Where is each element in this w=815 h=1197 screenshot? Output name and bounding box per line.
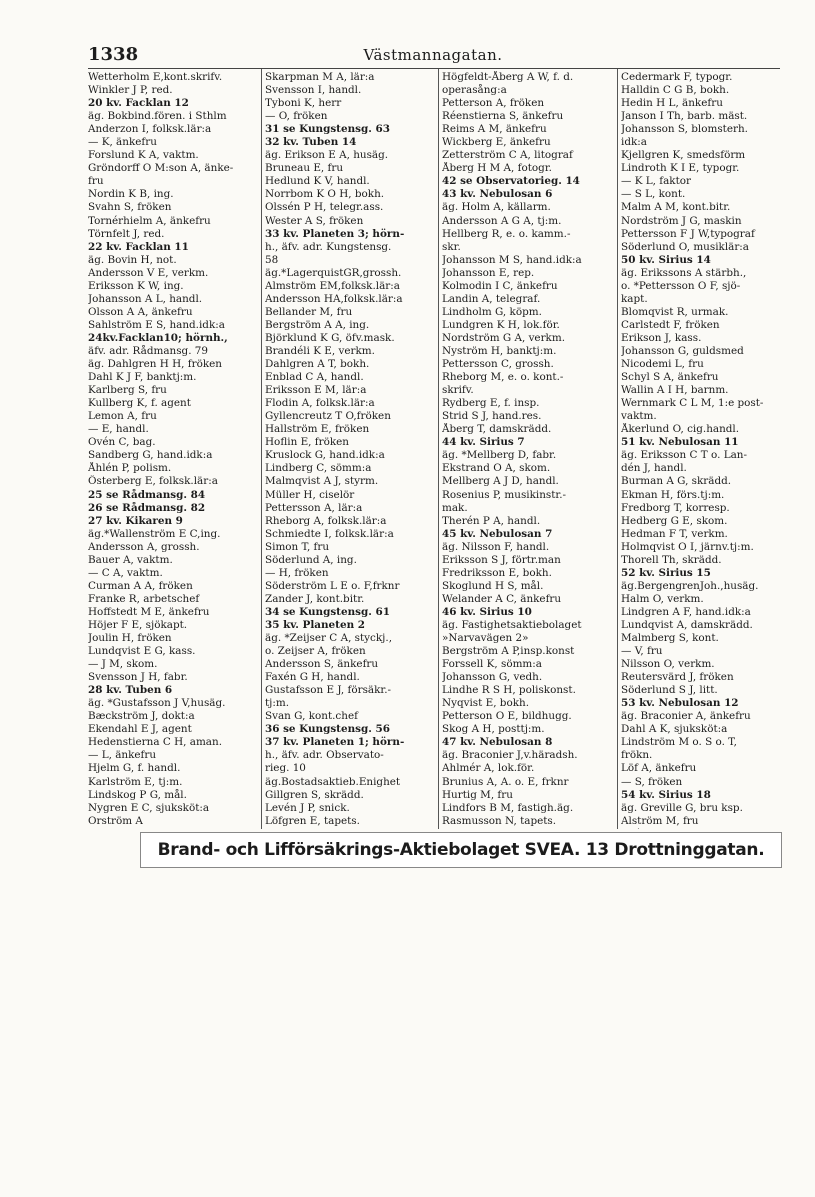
- directory-entry: 46 kv. Sirius 10: [442, 605, 532, 618]
- directory-entry: 25 se Rådmansg. 84: [88, 488, 206, 501]
- directory-entry: Eriksson K W, ing.: [88, 279, 184, 292]
- directory-entry: Nordström G A, verkm.: [442, 331, 566, 344]
- directory-entry: Gillgren S, skrädd.: [265, 788, 364, 801]
- directory-entry: äg. Nilsson F, handl.: [442, 540, 550, 553]
- directory-entry: Johansson G, guldsmed: [621, 344, 744, 357]
- directory-entry: Skarpman M A, lär:a: [265, 71, 375, 83]
- directory-entry: Kruslock G, hand.idk:a: [265, 449, 385, 462]
- directory-entry: Olssén P H, telegr.ass.: [265, 201, 384, 214]
- directory-entry: Burman A G, skrädd.: [621, 475, 732, 488]
- directory-entry: — H, fröken: [265, 566, 329, 579]
- directory-entry: o. Zeijser A, fröken: [265, 645, 366, 658]
- directory-entry: Orström A: [88, 814, 143, 827]
- directory-entry: Norrbom K O H, bokh.: [265, 188, 385, 201]
- directory-column-1: [88, 71, 258, 829]
- directory-entry: 51 kv. Nebulosan 11: [621, 436, 739, 449]
- directory-entry: h., äfv. adr. Kungstensg.: [265, 240, 392, 253]
- directory-entry: Kjellgren K, smedsförm: [621, 149, 746, 162]
- directory-entry: Wickberg E, änkefru: [442, 136, 551, 149]
- directory-entry: Nilsson O, verkm.: [621, 658, 715, 671]
- directory-entry: frökn.: [621, 749, 653, 762]
- directory-entry: Wester A S, fröken: [265, 214, 364, 227]
- directory-entry: 36 se Kungstensg. 56: [265, 723, 390, 736]
- directory-entry: Skog A H, posttj:m.: [442, 723, 545, 736]
- directory-entry: Halldin C G B, bokh.: [621, 84, 730, 97]
- directory-entry: Lundgren K H, lok.för.: [442, 318, 560, 331]
- directory-entry: 47 kv. Nebulosan 8: [442, 736, 553, 749]
- directory-entry: Wernmark C L M, 1:e post-: [621, 397, 764, 410]
- directory-entry: Johansson S, blomsterh.: [621, 123, 748, 136]
- column-divider: [617, 69, 618, 829]
- directory-entry: »Narvavägen 2»: [442, 632, 529, 645]
- directory-entry: Wallin A I H, barnm.: [621, 384, 729, 397]
- directory-entry: Österberg E, folksk.lär:a: [88, 475, 218, 488]
- directory-entry: — L, änkefru: [88, 749, 157, 762]
- directory-entry: Petterson O E, bildhugg.: [442, 710, 572, 723]
- directory-entry: Thorell Th, skrädd.: [621, 553, 722, 566]
- directory-entry: Björklund K G, öfv.mask.: [265, 331, 395, 344]
- directory-entry: — O, fröken: [265, 110, 328, 123]
- directory-entry: 43 kv. Nebulosan 6: [442, 188, 553, 201]
- directory-entry: Johansson A L, handl.: [88, 292, 203, 305]
- directory-entry: äg. Eriksson C T o. Lan-: [621, 449, 748, 462]
- directory-entry: Pettersson C, grossh.: [442, 358, 554, 371]
- directory-entry: operasång:a: [442, 84, 507, 97]
- directory-entry: Simon T, fru: [265, 540, 330, 553]
- directory-entry: Winkler J P, red.: [88, 84, 173, 97]
- directory-entry: Bruneau E, fru: [265, 162, 344, 175]
- directory-column-4: [621, 71, 780, 829]
- directory-entry: Holmqvist O I, järnv.tj:m.: [621, 540, 754, 553]
- directory-entry: äg. Holm A, källarm.: [442, 201, 551, 214]
- directory-entry: Lindholm G, köpm.: [442, 305, 542, 318]
- directory-entry: Löf A, änkefru: [621, 762, 697, 775]
- directory-entry: [88, 828, 258, 829]
- directory-entry: 34 se Kungstensg. 61: [265, 605, 390, 618]
- directory-entry: idk:a: [621, 136, 647, 149]
- directory-entry: Malm A M, kont.bitr.: [621, 201, 731, 214]
- directory-entry: Réenstierna S, änkefru: [442, 110, 564, 123]
- directory-entry: Lindfors B M, fastigh.äg.: [442, 801, 574, 814]
- directory-entry: äg. *Mellberg D, fabr.: [442, 449, 557, 462]
- directory-entry: Karlberg S, fru: [88, 384, 167, 397]
- directory-entry: 54 kv. Sirius 18: [621, 788, 711, 801]
- directory-entry: Bergström A P,insp.konst: [442, 645, 575, 658]
- directory-entry: äg. Erikson E A, husäg.: [265, 149, 389, 162]
- directory-entry: Forslund K A, vaktm.: [88, 149, 199, 162]
- directory-entry: Ahlmér A, lok.för.: [442, 762, 535, 775]
- directory-entry: Lindhe R S H, poliskonst.: [442, 684, 576, 697]
- directory-entry: 58: [265, 253, 279, 266]
- directory-entry: — E, handl.: [88, 423, 149, 436]
- directory-entry: Hoflin E, fröken: [265, 436, 349, 449]
- directory-entry: Bergström A A, ing.: [265, 318, 370, 331]
- directory-entry: Lindström M o. S o. T,: [621, 736, 737, 749]
- directory-entry: Hallström E, fröken: [265, 423, 370, 436]
- directory-entry: Strid S J, hand.res.: [442, 410, 542, 423]
- directory-entry: Reims A M, änkefru: [442, 123, 547, 136]
- directory-column-3: [442, 71, 614, 829]
- directory-entry: Söderlund O, musiklär:a: [621, 240, 749, 253]
- directory-entry: äg. Braconier J,v.häradsh.: [442, 749, 578, 762]
- directory-entry: Landin A, telegraf.: [442, 292, 541, 305]
- directory-entry: Ekendahl E J, agent: [88, 723, 192, 736]
- directory-entry: Karlström E, tj:m.: [88, 775, 183, 788]
- directory-entry: — J M, skom.: [88, 658, 158, 671]
- directory-entry: Svensson J H, fabr.: [88, 671, 188, 684]
- directory-entry: äg. Braconier A, änkefru: [621, 710, 751, 723]
- directory-entry: 53 kv. Nebulosan 12: [621, 697, 739, 710]
- directory-entry: 31 se Kungstensg. 63: [265, 123, 390, 136]
- directory-entry: Halm O, verkm.: [621, 592, 704, 605]
- directory-entry: Löfgren E, tapets.: [265, 814, 360, 827]
- directory-entry: Svensson I, handl.: [265, 84, 362, 97]
- directory-entry: Joulin H, fröken: [88, 632, 172, 645]
- directory-entry: dén J, handl.: [621, 462, 687, 475]
- directory-entry: Lemon A, fru: [88, 410, 157, 423]
- directory-entry: Carlstedt F, fröken: [621, 318, 720, 331]
- directory-entry: — S, fröken: [621, 775, 683, 788]
- directory-entry: skrifv.: [442, 384, 474, 397]
- directory-entry: 32 kv. Tuben 14: [265, 136, 357, 149]
- directory-entry: Malmberg S, kont.: [621, 632, 719, 645]
- directory-column-2: [265, 71, 435, 829]
- directory-entry: Forssell K, sömm:a: [442, 658, 542, 671]
- directory-entry: Franke R, arbetschef: [88, 592, 200, 605]
- directory-entry: Andersson HA,folksk.lär:a: [265, 292, 403, 305]
- directory-entry: Olsson A A, änkefru: [88, 305, 193, 318]
- directory-entry: 37 kv. Planeten 1; hörn-: [265, 736, 405, 749]
- directory-entry: Bæckström J, dokt:a: [88, 710, 195, 723]
- directory-entry: vaktm.: [621, 410, 657, 423]
- directory-entry: Johansson G, vedh.: [442, 671, 543, 684]
- directory-entry: Söderlund S J, litt.: [621, 684, 718, 697]
- directory-entry: Kullberg K, f. agent: [88, 397, 191, 410]
- directory-entry: äg. Greville G, bru ksp.: [621, 801, 743, 814]
- directory-entry: äg. Fastighetsaktiebolaget: [442, 618, 582, 631]
- directory-entry: Åberg T, damskrädd.: [442, 423, 552, 436]
- directory-entry: Nygren E C, sjuksköt:a: [88, 801, 210, 814]
- directory-entry: Nordin K B, ing.: [88, 188, 174, 201]
- directory-entry: 33 kv. Planeten 3; hörn-: [265, 227, 405, 240]
- directory-entry: Hedin H L, änkefru: [621, 97, 723, 110]
- directory-entry: Levén J P, snick.: [265, 801, 350, 814]
- directory-entry: Hurtig M, fru: [442, 788, 513, 801]
- directory-entry: Andersson V E, verkm.: [88, 266, 209, 279]
- directory-entry: Therén P A, handl.: [442, 514, 541, 527]
- directory-entry: Rheborg M, e. o. kont.-: [442, 371, 564, 384]
- directory-entry: Tornérhielm A, änkefru: [88, 214, 211, 227]
- directory-entry: Svahn S, fröken: [88, 201, 172, 214]
- directory-entry: 24kv.Facklan10; hörnh.,: [88, 331, 228, 344]
- directory-entry: Ekstrand O A, skom.: [442, 462, 551, 475]
- directory-entry: Reutersvärd J, fröken: [621, 671, 734, 684]
- directory-entry: Söderström L E o. F,frknr: [265, 579, 400, 592]
- directory-entry: Törnfelt J, red.: [88, 227, 165, 240]
- advertisement-banner: Brand- och Lifförsäkrings-Aktiebolaget SVEA. 13 Drottninggatan.: [140, 832, 782, 868]
- directory-entry: 45 kv. Nebulosan 7: [442, 527, 553, 540]
- directory-entry: h., äfv. adr. Observato-: [265, 749, 384, 762]
- directory-entry: Pettersson A, lär:a: [265, 501, 363, 514]
- directory-entry: Hjelm G, f. handl.: [88, 762, 181, 775]
- directory-entry: Zetterström C A, litograf: [442, 149, 573, 162]
- page-number: 1338: [88, 44, 139, 65]
- directory-entry: Hedberg G E, skom.: [621, 514, 728, 527]
- directory-entry: äg. *Zeijser C A, styckj.,: [265, 632, 392, 645]
- directory-entry: [621, 828, 780, 829]
- directory-entry: 44 kv. Sirius 7: [442, 436, 525, 449]
- page-title: Västmannagatan.: [363, 46, 503, 64]
- directory-entry: Eriksson E M, lär:a: [265, 384, 367, 397]
- directory-entry: Rosenius P, musikinstr.-: [442, 488, 567, 501]
- directory-entry: Pettersson F J W,typograf: [621, 227, 755, 240]
- directory-entry: Schmiedte I, folksk.lär:a: [265, 527, 394, 540]
- directory-entry: 22 kv. Facklan 11: [88, 240, 189, 253]
- directory-entry: Åhlén P, polism.: [88, 462, 172, 475]
- directory-entry: Skoglund H S, mål.: [442, 579, 544, 592]
- directory-entry: Dahl K J F, banktj:m.: [88, 371, 197, 384]
- directory-entry: Gröndorff O M:son A, änke-: [88, 162, 234, 175]
- directory-entry: Fredriksson E, bokh.: [442, 566, 552, 579]
- directory-entry: Kolmodin I C, änkefru: [442, 279, 558, 292]
- directory-entry: — C A, vaktm.: [88, 566, 163, 579]
- directory-entry: Alström M, fru: [621, 814, 699, 827]
- directory-entry: Blomqvist R, urmak.: [621, 305, 729, 318]
- directory-entry: 42 se Observatorieg. 14: [442, 175, 580, 188]
- directory-entry: Andersson A, grossh.: [88, 540, 200, 553]
- directory-entry: Åkerlund O, cig.handl.: [621, 423, 740, 436]
- directory-entry: Brunius A, A. o. E, frknr: [442, 775, 569, 788]
- directory-entry: Hedlund K V, handl.: [265, 175, 370, 188]
- directory-entry: skr.: [442, 240, 461, 253]
- directory-entry: Bellander M, fru: [265, 305, 353, 318]
- directory-entry: Zander J, kont.bitr.: [265, 592, 365, 605]
- directory-entry: kapt.: [621, 292, 648, 305]
- directory-columns: [88, 68, 780, 829]
- directory-entry: Johansson M S, hand.idk:a: [442, 253, 582, 266]
- directory-entry: Ovén C, bag.: [88, 436, 156, 449]
- directory-entry: 28 kv. Tuben 6: [88, 684, 173, 697]
- directory-entry: Janson I Th, barb. mäst.: [621, 110, 748, 123]
- directory-entry: 35 kv. Planeten 2: [265, 618, 365, 631]
- directory-entry: rieg. 10: [265, 762, 306, 775]
- directory-entry: äg.BergengrenJoh.,husäg.: [621, 579, 759, 592]
- directory-entry: Ekman H, förs.tj:m.: [621, 488, 725, 501]
- directory-entry: äg.*Wallenström E C,ing.: [88, 527, 221, 540]
- directory-entry: Söderlund A, ing.: [265, 553, 357, 566]
- directory-entry: Eriksson S J, förtr.man: [442, 553, 561, 566]
- directory-entry: Lindgren A F, hand.idk:a: [621, 605, 751, 618]
- directory-entry: Dahl A K, sjuksköt:a: [621, 723, 728, 736]
- directory-entry: Sahlström E S, hand.idk:a: [88, 318, 225, 331]
- directory-entry: Enblad C A, handl.: [265, 371, 364, 384]
- directory-entry: Johansson E, rep.: [442, 266, 535, 279]
- directory-entry: Lindroth K I E, typogr.: [621, 162, 740, 175]
- directory-entry: Malmqvist A J, styrm.: [265, 475, 379, 488]
- directory-entry: Almström EM,folksk.lär:a: [265, 279, 400, 292]
- directory-entry: mak.: [442, 501, 468, 514]
- directory-entry: 52 kv. Sirius 15: [621, 566, 711, 579]
- directory-entry: Lundqvist E G, kass.: [88, 645, 196, 658]
- directory-entry: Fredborg T, korresp.: [621, 501, 730, 514]
- directory-entry: Höjer F E, sjökapt.: [88, 618, 188, 631]
- directory-entry: — K, änkefru: [88, 136, 157, 149]
- directory-entry: Hoffstedt M E, änkefru: [88, 605, 210, 618]
- directory-entry: fru: [88, 175, 104, 188]
- directory-entry: — K L, faktor: [621, 175, 691, 188]
- directory-entry: äg.Bostadsaktieb.Enighet: [265, 775, 401, 788]
- directory-entry: Gustafsson E J, försäkr.-: [265, 684, 392, 697]
- directory-entry: Andersson A G A, tj:m.: [442, 214, 562, 227]
- directory-entry: Gyllencreutz T O,fröken: [265, 410, 391, 423]
- directory-entry: Rasmusson N, tapets.: [442, 814, 557, 827]
- directory-entry: Tyboni K, herr: [265, 97, 342, 110]
- directory-entry: Bauer A, vaktm.: [88, 553, 173, 566]
- directory-entry: Lindberg C, sömm:a: [265, 462, 372, 475]
- directory-entry: Nyqvist E, bokh.: [442, 697, 530, 710]
- directory-entry: Lundqvist A, damskrädd.: [621, 618, 753, 631]
- directory-entry: Faxén G H, handl.: [265, 671, 360, 684]
- directory-entry: Åberg H M A, fotogr.: [442, 162, 552, 175]
- directory-entry: äg. Dahlgren H H, fröken: [88, 358, 222, 371]
- directory-entry: Petterson A, fröken: [442, 97, 545, 110]
- directory-entry: äg. Bokbind.fören. i Sthlm: [88, 110, 227, 123]
- directory-entry: Dahlgren A T, bokh.: [265, 358, 370, 371]
- directory-entry: Brandéli K E, verkm.: [265, 344, 375, 357]
- directory-entry: Hedenstierna C H, aman.: [88, 736, 222, 749]
- directory-entry: Hellberg R, e. o. kamm.-: [442, 227, 571, 240]
- directory-entry: Nyström H, banktj:m.: [442, 344, 557, 357]
- directory-entry: Schyl S A, änkefru: [621, 371, 719, 384]
- directory-entry: tj:m.: [265, 697, 290, 710]
- column-divider: [261, 69, 262, 829]
- directory-entry: 20 kv. Facklan 12: [88, 97, 189, 110]
- directory-entry: äg. Bovin H, not.: [88, 253, 177, 266]
- directory-entry: Andersson S, änkefru: [265, 658, 379, 671]
- directory-entry: äg.*LagerquistGR,grossh.: [265, 266, 402, 279]
- directory-entry: o. *Pettersson O F, sjö-: [621, 279, 741, 292]
- directory-entry: Sandberg G, hand.idk:a: [88, 449, 213, 462]
- directory-entry: Lindskog P G, mål.: [88, 788, 187, 801]
- page-header: [88, 44, 778, 66]
- directory-entry: Nordström J G, maskin: [621, 214, 742, 227]
- directory-entry: Rheborg A, folksk.lär:a: [265, 514, 387, 527]
- directory-entry: — S L, kont.: [621, 188, 686, 201]
- directory-entry: 26 se Rådmansg. 82: [88, 501, 206, 514]
- directory-entry: [442, 828, 614, 829]
- directory-entry: Welander A C, änkefru: [442, 592, 562, 605]
- directory-entry: [265, 828, 435, 829]
- directory-entry: Nicodemi L, fru: [621, 358, 704, 371]
- directory-entry: — V, fru: [621, 645, 663, 658]
- directory-entry: Högfeldt-Åberg A W, f. d.: [442, 71, 574, 83]
- directory-entry: Curman A A, fröken: [88, 579, 193, 592]
- directory-entry: Rydberg E, f. insp.: [442, 397, 540, 410]
- directory-entry: Mellberg A J D, handl.: [442, 475, 559, 488]
- directory-entry: 27 kv. Kikaren 9: [88, 514, 183, 527]
- directory-entry: Svan G, kont.chef: [265, 710, 358, 723]
- directory-entry: Anderzon I, folksk.lär:a: [88, 123, 212, 136]
- directory-entry: Müller H, ciselör: [265, 488, 355, 501]
- directory-entry: Cedermark F, typogr.: [621, 71, 733, 83]
- directory-entry: 50 kv. Sirius 14: [621, 253, 711, 266]
- directory-entry: äfv. adr. Rådmansg. 79: [88, 344, 209, 357]
- directory-entry: Hedman F T, verkm.: [621, 527, 728, 540]
- directory-entry: Flodin A, folksk.lär:a: [265, 397, 375, 410]
- directory-entry: äg. *Gustafsson J V,husäg.: [88, 697, 226, 710]
- directory-entry: äg. Erikssons A stärbh.,: [621, 266, 747, 279]
- directory-entry: Wetterholm E,kont.skrifv.: [88, 71, 223, 83]
- directory-entry: Erikson J, kass.: [621, 331, 702, 344]
- column-divider: [438, 69, 439, 829]
